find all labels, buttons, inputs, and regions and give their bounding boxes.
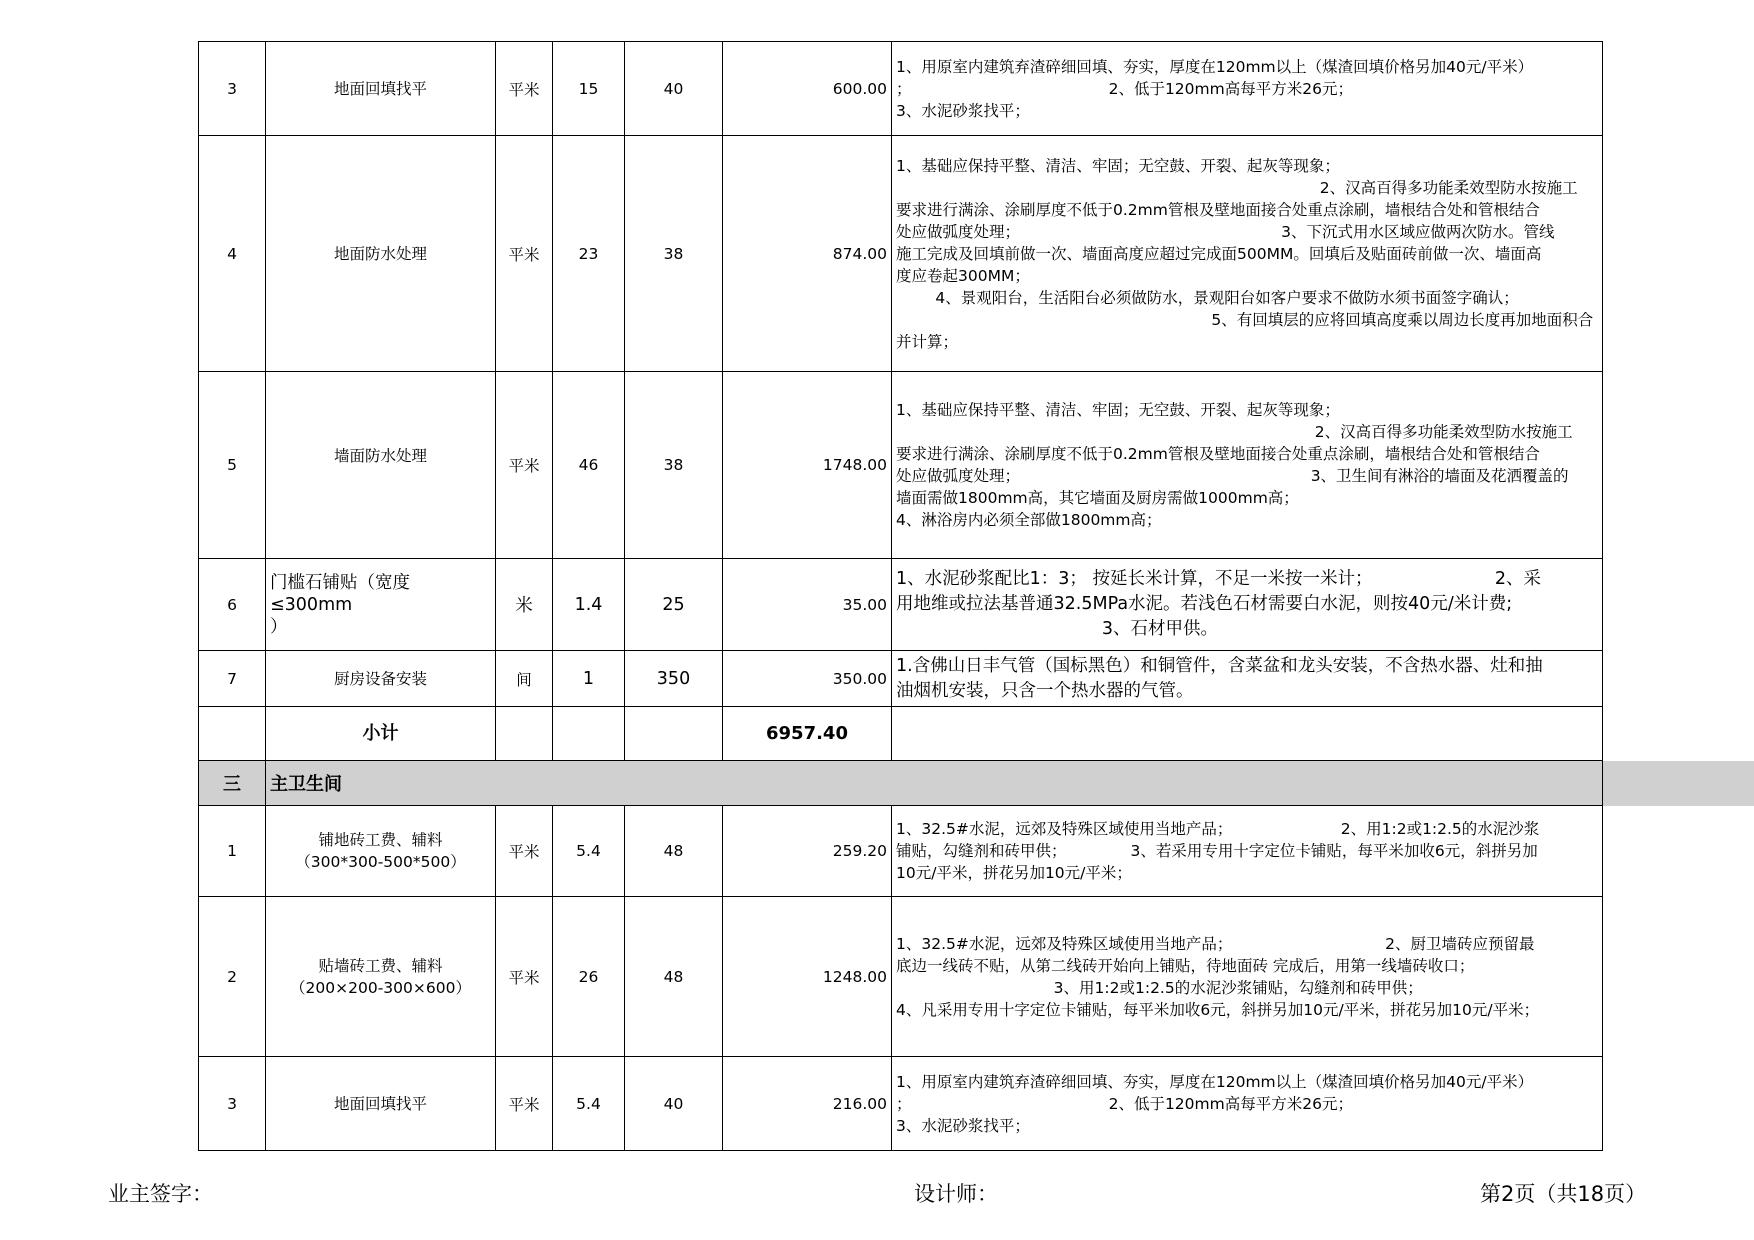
table-row [199,1057,1603,1151]
subtotal-amount: 6957.40 [723,707,892,761]
item-unit: 间 [496,651,553,707]
item-quantity: 46 [553,372,625,559]
table-row [199,136,1603,372]
item-unit-price: 48 [625,806,723,897]
item-unit: 平米 [496,136,553,372]
quotation-table [198,41,1603,1151]
item-number: 1 [199,806,266,897]
item-description: 1、用原室内建筑弃渣碎细回填、夯实，厚度在120mm以上（煤渣回填价格另加40元/平米） ； 2、低于120mm高每平方米26元； 3、水泥砂浆找平； [892,42,1603,136]
item-quantity: 1 [553,651,625,707]
designer-label: 设计师： [914,1182,998,1206]
table-row [199,559,1603,651]
item-total: 1248.00 [723,897,892,1057]
item-total: 350.00 [723,651,892,707]
item-number: 3 [199,1057,266,1151]
item-name: 贴墙砖工费、辅料 （200×200-300×600） [266,897,496,1057]
empty-cell [892,707,1603,761]
item-quantity: 23 [553,136,625,372]
item-unit-price: 40 [625,42,723,136]
item-quantity: 26 [553,897,625,1057]
item-description: 1、用原室内建筑弃渣碎细回填、夯实，厚度在120mm以上（煤渣回填价格另加40元/平米） ； 2、低于120mm高每平方米26元； 3、水泥砂浆找平； [892,1057,1603,1151]
subtotal-label: 小计 [266,707,496,761]
item-number: 3 [199,42,266,136]
empty-cell [625,707,723,761]
item-description: 1、基础应保持平整、清洁、牢固；无空鼓、开裂、起灰等现象； 2、汉高百得多功能柔效型防水按施工 要求进行满涂、涂刷厚度不低于0.2mm管根及壁地面接合处重点涂刷，墙根结合处和管根结合 处应做弧度处理； 3、下沉式用水区域应做两次防水。管线 施工完成及回填前做一次、墙面高度应超过完成面500MM。回填后及贴面砖前做一次、墙面高 度应卷起300MM； 4、景观阳台，生活阳台必须做防水，景观阳台如客户要求不做防水须书面签字确认； 5、有回填层的应将回填高度乘以周边长度再加地面积合并计算； [892,136,1603,372]
item-unit: 平米 [496,806,553,897]
item-description: 1、基础应保持平整、清洁、牢固；无空鼓、开裂、起灰等现象； 2、汉高百得多功能柔效型防水按施工 要求进行满涂、涂刷厚度不低于0.2mm管根及壁地面接合处重点涂刷，墙根结合处和管根结合 处应做弧度处理； 3、卫生间有淋浴的墙面及花洒覆盖的 墙面需做1800mm高，其它墙面及厨房需做1000mm高； 4、淋浴房内必须全部做1800mm高； [892,372,1603,559]
item-name: 地面回填找平 [266,42,496,136]
item-name: 铺地砖工费、辅料 （300*300-500*500） [266,806,496,897]
table-row [199,42,1603,136]
section-title: 主卫生间 [266,761,1603,806]
item-name: 门槛石铺贴（宽度≤300mm ） [266,559,496,651]
table-row [199,372,1603,559]
item-number: 2 [199,897,266,1057]
item-name: 地面防水处理 [266,136,496,372]
item-unit-price: 38 [625,372,723,559]
item-description: 1.含佛山日丰气管（国标黑色）和铜管件，含菜盆和龙头安装，不含热水器、灶和抽 油烟机安装，只含一个热水器的气管。 [892,651,1603,707]
section-number: 三 [199,761,266,806]
item-unit: 米 [496,559,553,651]
item-total: 600.00 [723,42,892,136]
item-total: 259.20 [723,806,892,897]
item-number: 7 [199,651,266,707]
item-number: 5 [199,372,266,559]
section-header-row [199,761,1603,806]
item-unit: 平米 [496,1057,553,1151]
item-name: 墙面防水处理 [266,372,496,559]
item-quantity: 5.4 [553,1057,625,1151]
item-unit: 平米 [496,42,553,136]
item-quantity: 15 [553,42,625,136]
item-total: 1748.00 [723,372,892,559]
item-number: 6 [199,559,266,651]
item-description: 1、水泥砂浆配比1：3； 按延长米计算，不足一米按一米计； 2、采 用地维或拉法基普通32.5MPa水泥。若浅色石材需要白水泥，则按40元/米计费; 3、石材甲供。 [892,559,1603,651]
item-description: 1、32.5#水泥，远郊及特殊区域使用当地产品； 2、厨卫墙砖应预留最 底边一线砖不贴，从第二线砖开始向上铺贴，待地面砖 完成后，用第一线墙砖收口； 3、用1:2或1:2.5的水泥沙浆铺贴，勾缝剂和砖甲供； 4、凡采用专用十字定位卡铺贴，每平米加收6元，斜拼另加10元/平米，拼花另加10元/平米； [892,897,1603,1057]
table-row [199,651,1603,707]
item-quantity: 1.4 [553,559,625,651]
item-total: 35.00 [723,559,892,651]
item-number: 4 [199,136,266,372]
item-total: 216.00 [723,1057,892,1151]
page-number: 第2页（共18页） [1480,1182,1647,1206]
item-name: 厨房设备安装 [266,651,496,707]
item-description: 1、32.5#水泥，远郊及特殊区域使用当地产品； 2、用1:2或1:2.5的水泥沙浆 铺贴，勾缝剂和砖甲供； 3、若采用专用十字定位卡铺贴，每平米加收6元，斜拼另加 10元/平米，拼花另加10元/平米； [892,806,1603,897]
table-row [199,806,1603,897]
item-quantity: 5.4 [553,806,625,897]
owner-signature-label: 业主签字： [108,1182,213,1206]
item-unit: 平米 [496,372,553,559]
item-unit-price: 48 [625,897,723,1057]
empty-cell [553,707,625,761]
item-unit-price: 38 [625,136,723,372]
empty-cell [199,707,266,761]
item-unit: 平米 [496,897,553,1057]
item-name: 地面回填找平 [266,1057,496,1151]
section-band-extension [1602,761,1754,806]
empty-cell [496,707,553,761]
subtotal-row [199,707,1603,761]
item-unit-price: 40 [625,1057,723,1151]
item-unit-price: 350 [625,651,723,707]
item-total: 874.00 [723,136,892,372]
table-row [199,897,1603,1057]
item-unit-price: 25 [625,559,723,651]
